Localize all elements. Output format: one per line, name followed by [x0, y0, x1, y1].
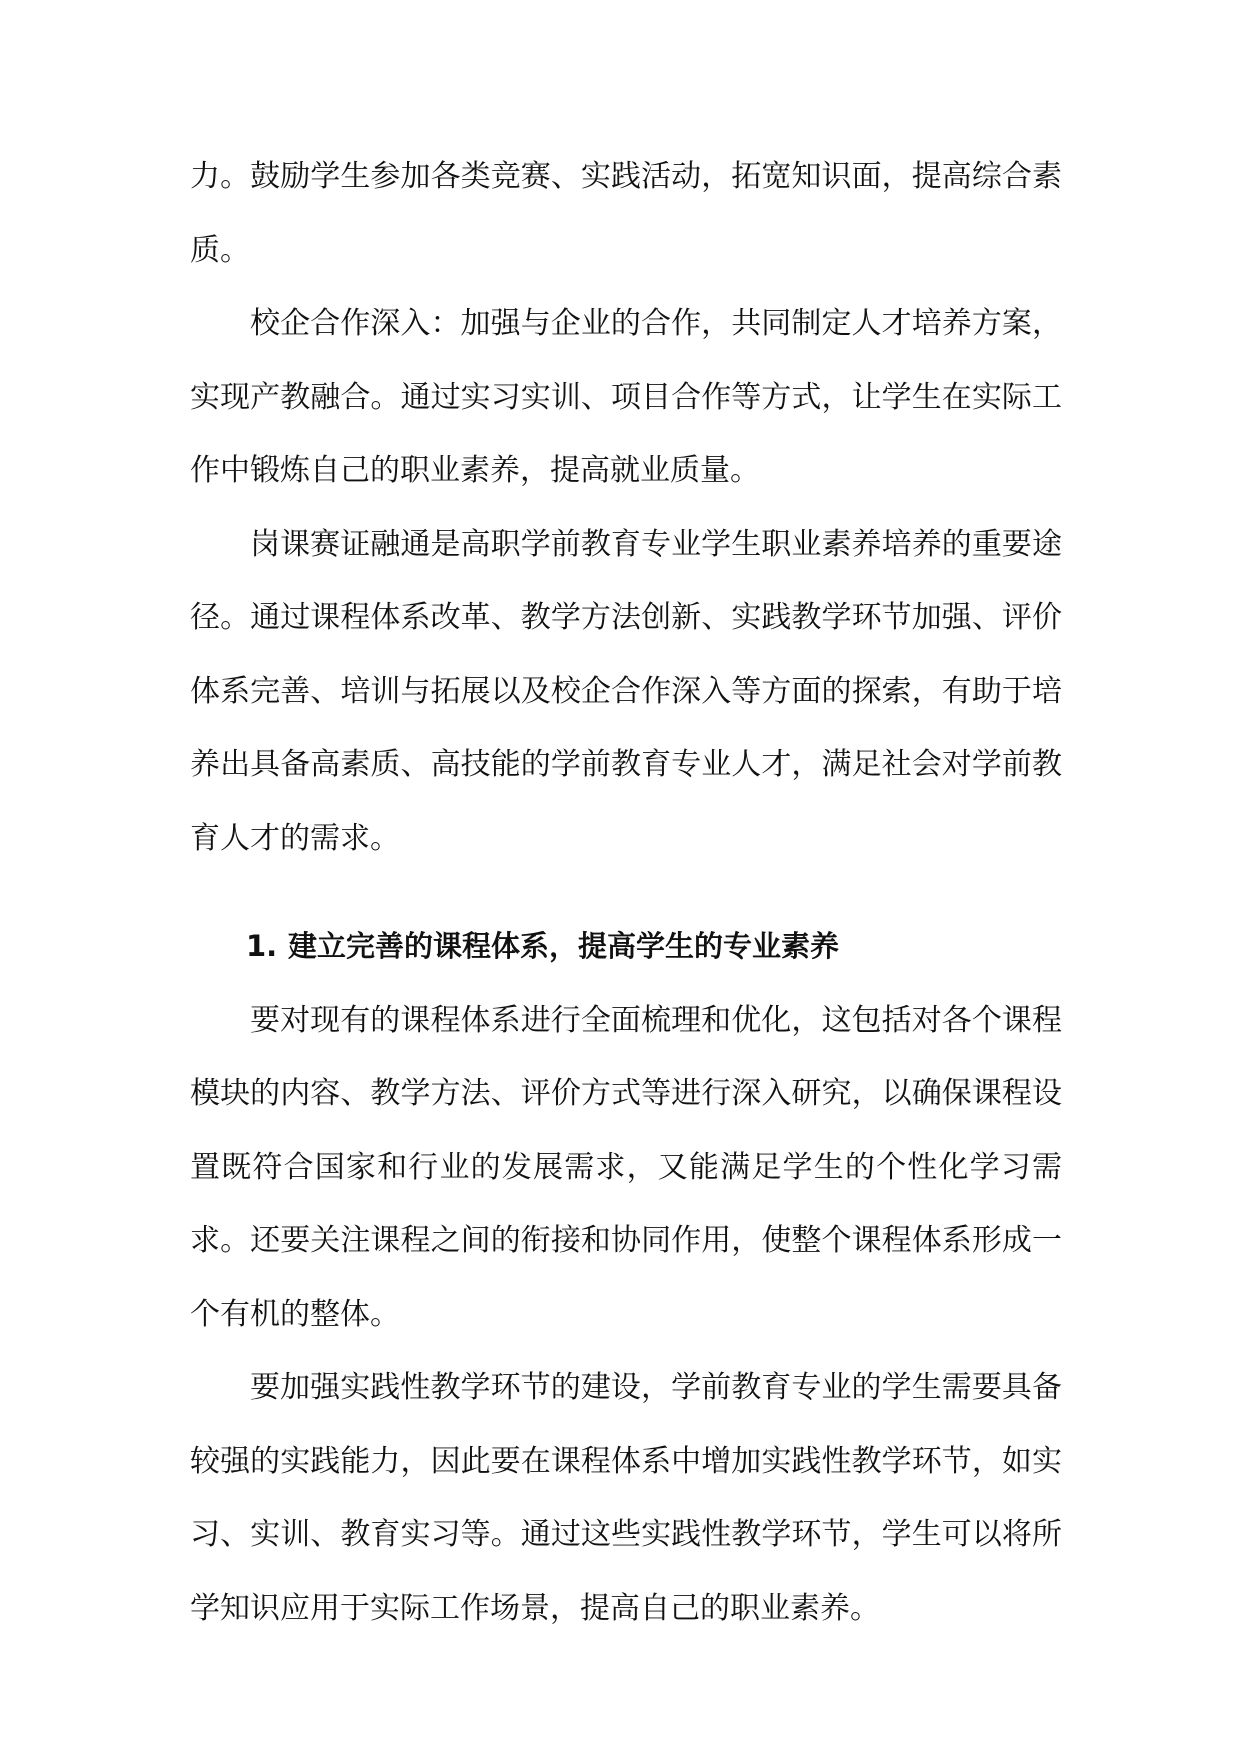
- section-heading-number: 1.: [246, 929, 278, 963]
- section-heading: [190, 910, 1062, 984]
- section-spacer: [190, 875, 1062, 910]
- paragraph-practical-teaching: 要加强实践性教学环节的建设，学前教育专业的学生需要具备较强的实践能力，因此要在课程体系中增加实践性教学环节，如实习、实训、教育实习等。通过这些实践性教学环节，学生可以将所学知识应用于实际工作场景，提高自己的职业素养。: [190, 1370, 1062, 1626]
- paragraph-continuation: 力。鼓励学生参加各类竞赛、实践活动，拓宽知识面，提高综合素质。: [190, 159, 1062, 268]
- document-body: [190, 140, 1062, 1645]
- paragraph-school-enterprise-cooperation: 校企合作深入：加强与企业的合作，共同制定人才培养方案，实现产教融合。通过实习实训、项目合作等方式，让学生在实际工作中锻炼自己的职业素养，提高就业质量。: [190, 306, 1062, 488]
- paragraph-curriculum-optimization: 要对现有的课程体系进行全面梳理和优化，这包括对各个课程模块的内容、教学方法、评价方式等进行深入研究，以确保课程设置既符合国家和行业的发展需求，又能满足学生的个性化学习需求。还要关注课程之间的衔接和协同作用，使整个课程体系形成一个有机的整体。: [190, 1002, 1062, 1332]
- section-heading-text: 建立完善的课程体系，提高学生的专业素养: [288, 929, 840, 963]
- paragraph-summary: 岗课赛证融通是高职学前教育专业学生职业素养培养的重要途径。通过课程体系改革、教学方法创新、实践教学环节加强、评价体系完善、培训与拓展以及校企合作深入等方面的探索，有助于培养出具备高素质、高技能的学前教育专业人才，满足社会对学前教育人才的需求。: [190, 526, 1062, 856]
